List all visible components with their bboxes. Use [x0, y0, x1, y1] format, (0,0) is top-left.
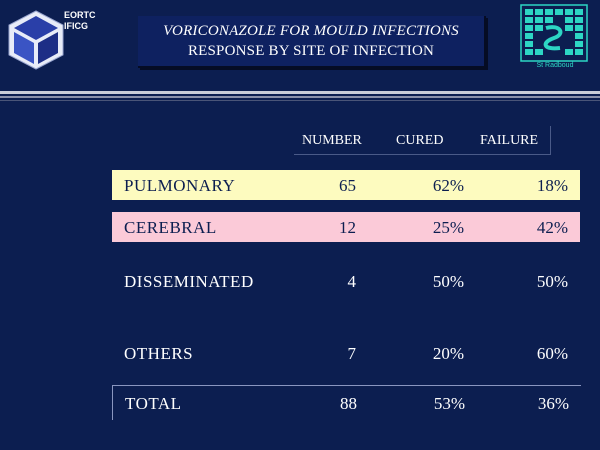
- row-cured: 50%: [432, 272, 464, 291]
- separator-bar: [0, 96, 600, 98]
- row-cured: 25%: [432, 218, 464, 237]
- title-line2: RESPONSE BY SITE OF INFECTION: [187, 43, 435, 59]
- row-label: TOTAL: [125, 394, 182, 413]
- st-radboud-caption: St Radboud: [536, 62, 574, 69]
- header-cured: CURED: [396, 133, 444, 148]
- row-failure: 42%: [536, 218, 568, 237]
- row-label: DISSEMINATED: [124, 272, 254, 291]
- title-line1: VORICONAZOLE FOR MOULD INFECTIONS: [163, 23, 459, 39]
- row-number: 4: [347, 272, 356, 291]
- row-cured: 20%: [432, 344, 464, 363]
- table-row-cerebral: [112, 212, 580, 242]
- row-number: 88: [340, 394, 357, 413]
- row-failure: 36%: [537, 394, 569, 413]
- table-row-pulmonary: [112, 170, 580, 200]
- row-number: 7: [347, 344, 356, 363]
- table-row-disseminated: [112, 266, 580, 296]
- row-label: CEREBRAL: [124, 218, 217, 237]
- row-cured: 62%: [432, 176, 464, 195]
- table-row-others: [112, 338, 580, 368]
- row-failure: 60%: [536, 344, 568, 363]
- row-failure: 50%: [536, 272, 568, 291]
- header-number: NUMBER: [302, 133, 362, 148]
- row-failure: 18%: [536, 176, 568, 195]
- row-number: 12: [339, 218, 356, 237]
- table-row-total: [112, 385, 581, 420]
- row-label: OTHERS: [124, 344, 194, 363]
- eortc-text-line1: EORTC: [64, 10, 96, 20]
- title-box: [138, 16, 486, 68]
- row-cured: 53%: [433, 394, 465, 413]
- eortc-logo-text: [64, 10, 96, 32]
- eortc-text-line2: IFICG: [64, 21, 88, 31]
- separator-bar: [0, 91, 600, 94]
- header-failure: FAILURE: [480, 133, 539, 148]
- separator-bar: [0, 100, 600, 101]
- row-number: 65: [339, 176, 356, 195]
- row-label: PULMONARY: [124, 176, 236, 195]
